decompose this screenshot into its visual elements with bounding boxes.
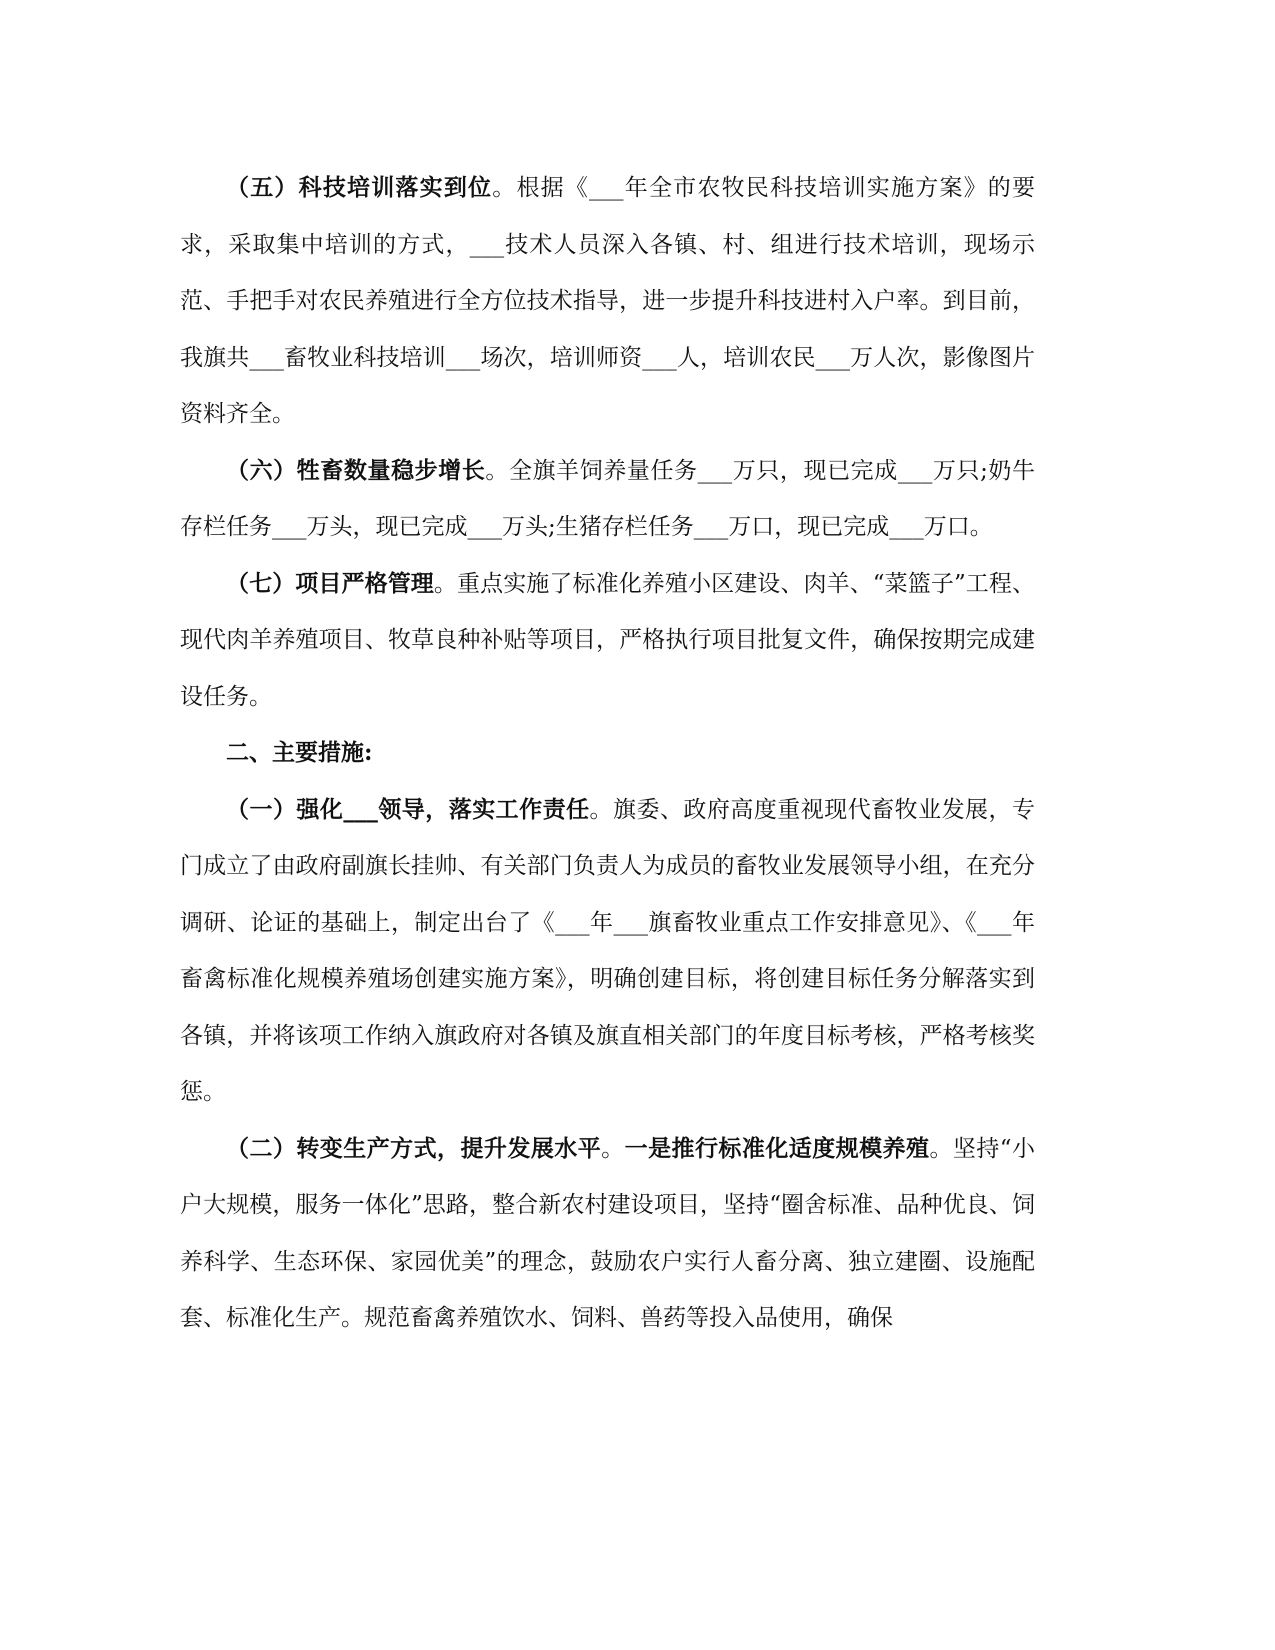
paragraph-tech-training <box>180 160 1035 443</box>
paragraph-livestock-growth <box>180 443 1035 556</box>
paragraph-project-management <box>180 556 1035 726</box>
paragraph-lead: （五）科技培训落实到位 <box>226 174 493 201</box>
paragraph-measure-1 <box>180 782 1035 1121</box>
paragraph-lead: （七）项目严格管理 <box>226 569 434 597</box>
paragraph-lead: （二）转变生产方式，提升发展水平 <box>226 1134 602 1162</box>
paragraph-body: 。重点实施了标准化养殖小区建设、肉羊、“菜篮子”工程、现代肉羊养殖项目、牧草良种补贴等项目，严格执行项目批复文件，确保按期完成建设任务。 <box>180 570 1035 710</box>
paragraph-body: 。根据《___年全市农牧民科技培训实施方案》的要求，采取集中培训的方式，___技术人员深入各镇、村、组进行技术培训，现场示范、手把手对农民养殖进行全方位技术指导，进一步提升科技进村入户率。到目前，我旗共___畜牧业科技培训___场次，培训师资___人，培训农民___万人次，影像图片资料齐全。 <box>180 175 1035 427</box>
paragraph-sublead: 一是推行标准化适度规模养殖 <box>624 1134 930 1162</box>
paragraph-body: 。旗委、政府高度重视现代畜牧业发展，专门成立了由政府副旗长挂帅、有关部门负责人为成员的畜牧业发展领导小组，在充分调研、论证的基础上，制定出台了《___年___旗畜牧业重点工作安排意见》、《___年畜禽标准化规模养殖场创建实施方案》，明确创建目标，将创建目标任务分解落实到各镇，并将该项工作纳入旗政府对各镇及旗直相关部门的年度目标考核，严格考核奖惩。 <box>180 796 1036 1105</box>
paragraph-lead: （六）牲畜数量稳步增长 <box>226 456 486 484</box>
paragraph-measure-2 <box>180 1121 1035 1347</box>
paragraph-body: 。全旗羊饲养量任务___万只，现已完成___万只;奶牛存栏任务___万头，现已完成___万头;生猪存栏任务___万口，现已完成___万口。 <box>180 457 1036 540</box>
document-page <box>180 160 1035 1347</box>
paragraph-separator: 。 <box>601 1135 625 1162</box>
paragraph-lead: （一）强化___领导，落实工作责任 <box>226 795 590 823</box>
paragraph-body: 。坚持“小户大规模，服务一体化”思路，整合新农村建设项目，坚持“圈舍标准、品种优良、饲养科学、生态环保、家园优美”的理念，鼓励农户实行人畜分离、独立建圈、设施配套、标准化生产。规范畜禽养殖饮水、饲料、兽药等投入品使用，确保 <box>180 1135 1036 1331</box>
section-heading: 二、主要措施: <box>226 739 373 766</box>
